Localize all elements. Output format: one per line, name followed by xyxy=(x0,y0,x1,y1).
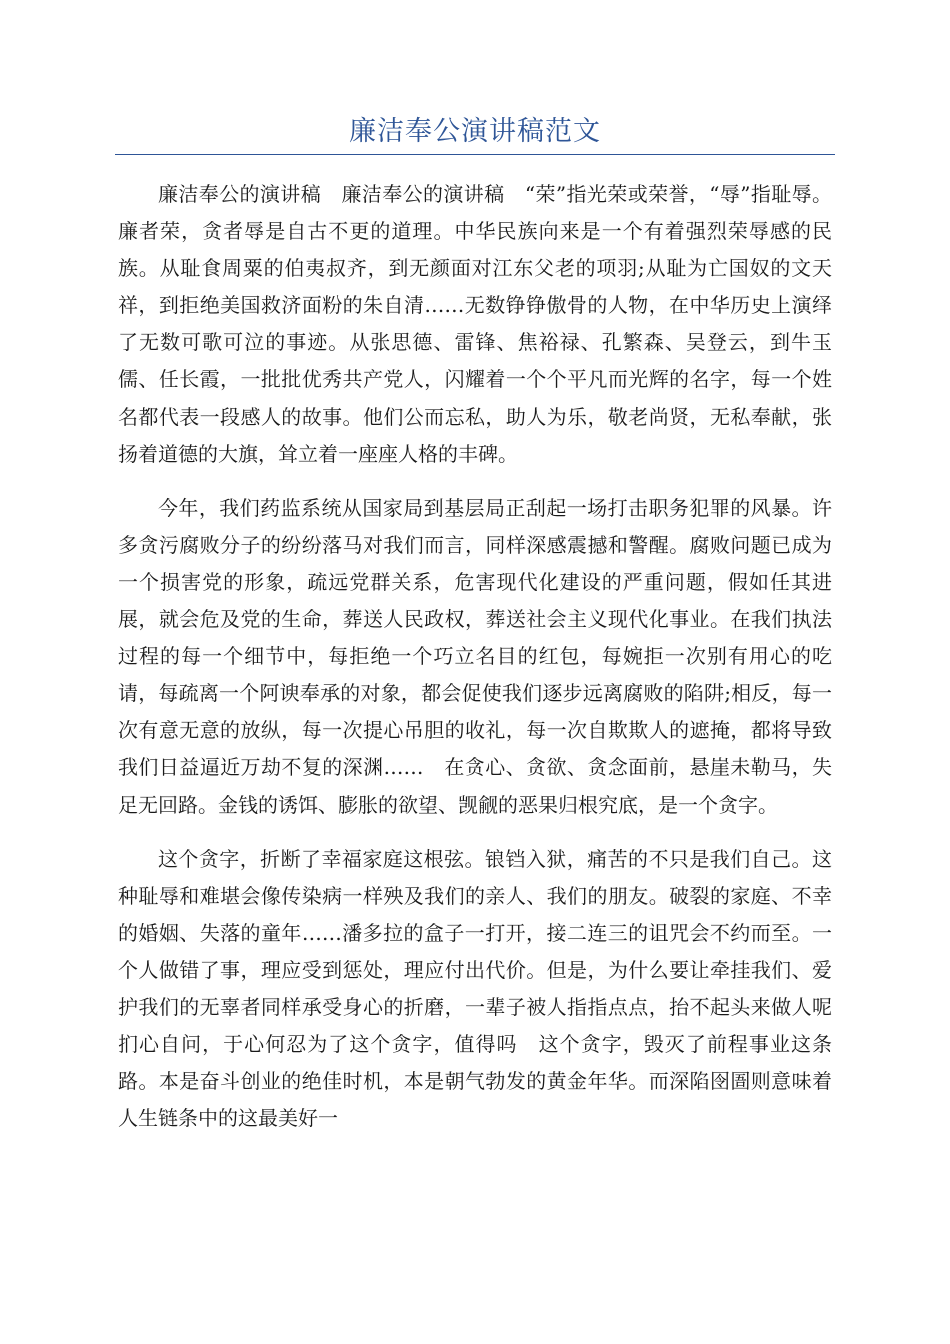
title-underline xyxy=(115,154,835,155)
body-paragraph: 这个贪字，折断了幸福家庭这根弦。锒铛入狱，痛苦的不只是我们自己。这种耻辱和难堪会像传染病一样殃及我们的亲人、我们的朋友。破裂的家庭、不幸的婚姻、失落的童年……潘多拉的盒子一打开，接二连三的诅咒会不约而至。一个人做错了事，理应受到惩处，理应付出代价。但是，为什么要让牵挂我们、爱护我们的无辜者同样承受身心的折磨，一辈子被人指指点点，抬不起头来做人呢扪心自问，于心何忍为了这个贪字，值得吗 这个贪字，毁灭了前程事业这条路。本是奋斗创业的绝佳时机，本是朝气勃发的黄金年华。而深陷囹圄则意味着人生链条中的这最美好一 xyxy=(118,846,832,1131)
body-paragraph: 今年，我们药监系统从国家局到基层局正刮起一场打击职务犯罪的风暴。许多贪污腐败分子的纷纷落马对我们而言，同样深感震撼和警醒。腐败问题已成为一个损害党的形象，疏远党群关系，危害现代化建设的严重问题，假如任其进展，就会危及党的生命，葬送人民政权，葬送社会主义现代化事业。在我们执法过程的每一个细节中，每拒绝一个巧立名目的红包，每婉拒一次别有用心的吃请，每疏离一个阿谀奉承的对象，都会促使我们逐步远离腐败的陷阱;相反，每一次有意无意的放纵，每一次提心吊胆的收礼，每一次自欺欺人的遮掩，都将导致我们日益逼近万劫不复的深渊…… 在贪心、贪欲、贪念面前，悬崖未勒马，失足无回路。金钱的诱饵、膨胀的欲望、觊觎的恶果归根究底，是一个贪字。 xyxy=(118,495,832,817)
body-paragraph: 廉洁奉公的演讲稿 廉洁奉公的演讲稿 “荣”指光荣或荣誉，“辱”指耻辱。廉者荣，贪者辱是自古不更的道理。中华民族向来是一个有着强烈荣辱感的民族。从耻食周粟的伯夷叔齐，到无颜面对江东父老的项羽;从耻为亡国奴的文天祥，到拒绝美国救济面粉的朱自清……无数铮铮傲骨的人物，在中华历史上演绎了无数可歌可泣的事迹。从张思德、雷锋、焦裕禄、孔繁森、吴登云，到牛玉儒、任长霞，一批批优秀共产党人，闪耀着一个个平凡而光辉的名字，每一个姓名都代表一段感人的故事。他们公而忘私，助人为乐，敬老尚贤，无私奉献，张扬着道德的大旗，耸立着一座座人格的丰碑。 xyxy=(118,182,832,466)
document-body xyxy=(118,176,832,1154)
document-title: 廉洁奉公演讲稿范文 xyxy=(349,116,601,147)
